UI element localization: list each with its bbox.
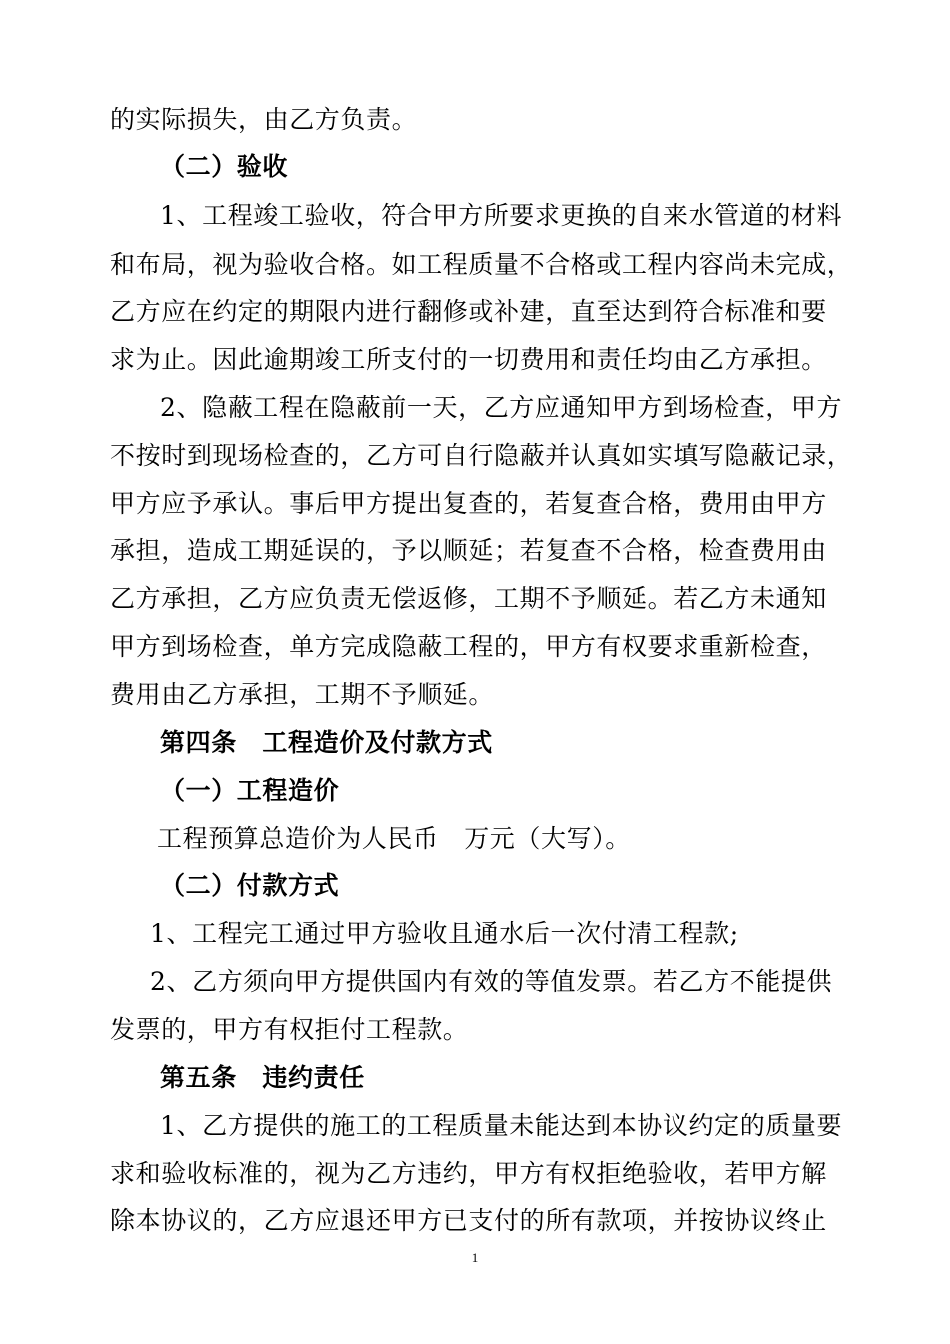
section-heading: （一）工程造价 <box>160 776 340 805</box>
text-line: 乙方承担，乙方应负责无偿返修，工期不予顺延。若乙方未通知 <box>110 584 827 613</box>
text-line: 工程预算总造价为人民币 万元（大写）。 <box>157 824 631 853</box>
text-line: 2、隐蔽工程在隐蔽前一天，乙方应通知甲方到场检查，甲方 <box>160 393 843 422</box>
section-heading: （二）验收 <box>160 152 289 181</box>
text-line: 除本协议的，乙方应退还甲方已支付的所有款项，并按协议终止 <box>110 1206 827 1235</box>
text-line: 乙方应在约定的期限内进行翻修或补建，直至达到符合标准和要 <box>110 297 827 326</box>
article-heading: 第五条 违约责任 <box>160 1063 365 1092</box>
text-line: 发票的，甲方有权拒付工程款。 <box>110 1015 469 1044</box>
section-heading: （二）付款方式 <box>160 871 340 900</box>
text-line: 甲方到场检查，单方完成隐蔽工程的，甲方有权要求重新检查， <box>110 632 827 661</box>
text-line: 甲方应予承认。事后甲方提出复查的，若复查合格，费用由甲方 <box>110 489 827 518</box>
text-line: 费用由乙方承担，工期不予顺延。 <box>110 680 495 709</box>
text-line: 和布局，视为验收合格。如工程质量不合格或工程内容尚未完成， <box>110 250 853 279</box>
text-line: 承担，造成工期延误的，予以顺延；若复查不合格，检查费用由 <box>110 536 827 565</box>
text-line: 求为止。因此逾期竣工所支付的一切费用和责任均由乙方承担。 <box>110 345 827 374</box>
page-number: 1 <box>471 1250 479 1265</box>
text-line: 的实际损失，由乙方负责。 <box>110 105 418 134</box>
text-line: 求和验收标准的，视为乙方违约，甲方有权拒绝验收，若甲方解 <box>110 1159 827 1188</box>
text-line: 1、工程完工通过甲方验收且通水后一次付清工程款; <box>150 919 739 948</box>
text-line: 1、乙方提供的施工的工程质量未能达到本协议约定的质量要 <box>160 1111 843 1140</box>
text-line: 不按时到现场检查的，乙方可自行隐蔽并认真如实填写隐蔽记录， <box>110 441 853 470</box>
text-line: 2、乙方须向甲方提供国内有效的等值发票。若乙方不能提供 <box>150 967 833 996</box>
text-line: 1、工程竣工验收，符合甲方所要求更换的自来水管道的材料 <box>160 201 843 230</box>
article-heading: 第四条 工程造价及付款方式 <box>160 728 493 757</box>
